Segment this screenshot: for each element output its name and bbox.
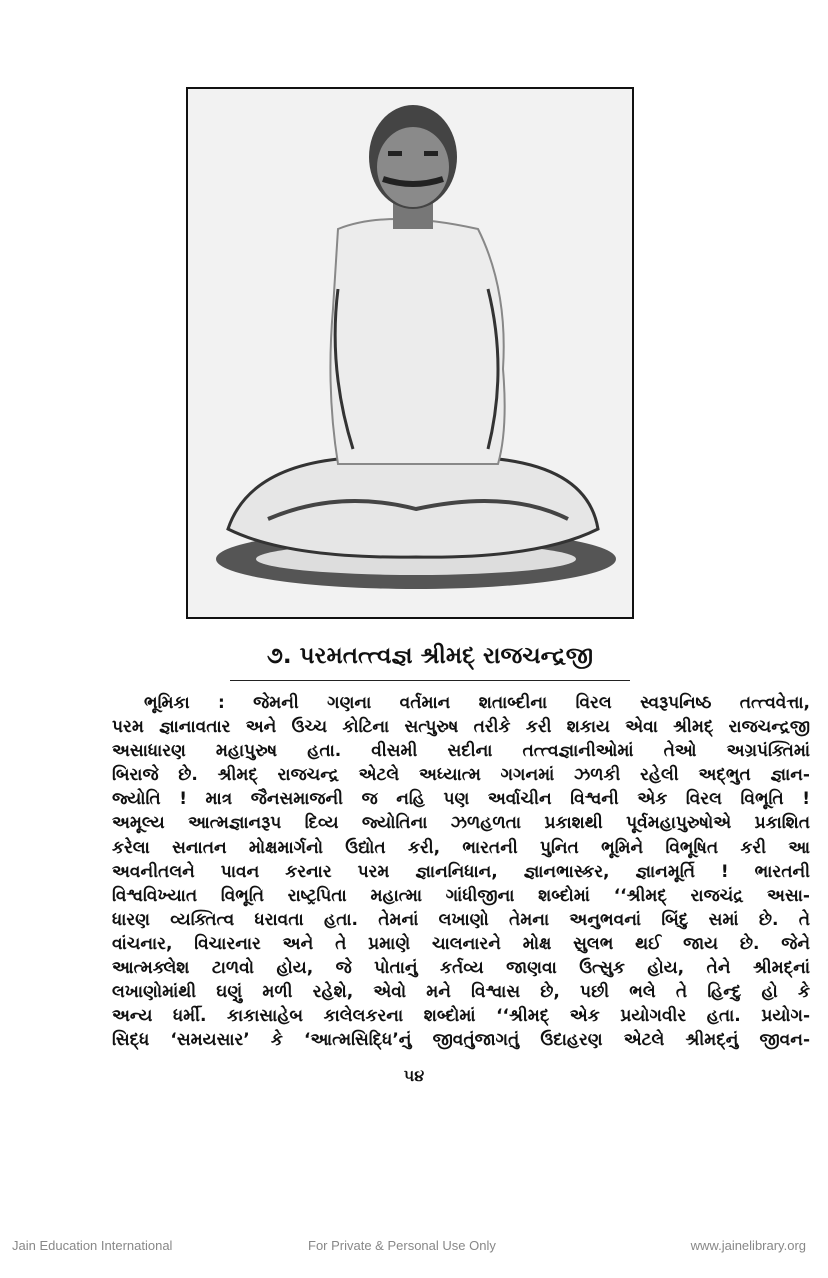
footer-left: Jain Education International <box>12 1238 173 1253</box>
page-number: ૫૪ <box>403 1066 425 1085</box>
text-line: અમૂલ્ય આત્મજ્ઞાનરૂપ દિવ્ય જ્યોતિના ઝળહળતા પ્રકાશથી પૂર્વમહાપુરુષોએ પ્રકાશિત <box>112 813 810 834</box>
text-line: વિશ્વવિખ્યાત વિભૂતિ રાષ્ટ્રપિતા મહાત્મા ગાંધીજીના શબ્દોમાં ‘‘શ્રીમદ્ રાજચંદ્ર અસા- <box>112 885 810 906</box>
text-line: બિરાજે છે. શ્રીમદ્ રાજચન્દ્ર એટલે અધ્યાત્મ ગગનમાં ઝળકી રહેલી અદ્ભુત જ્ઞાન- <box>112 765 810 786</box>
portrait-photo <box>186 87 634 619</box>
text-line: આત્મક્લેશ ટાળવો હોય, જે પોતાનું કર્તવ્ય જાણવા ઉત્સુક હોય, તેને શ્રીમદ્નાં <box>112 958 810 979</box>
text-line: વાંચનાર, વિચારનાર અને તે પ્રમાણે ચાલનારને મોક્ષ સુલભ થઈ જાય છે. જેને <box>112 933 810 954</box>
chapter-title: ૭. પરમતત્ત્વજ્ઞ શ્રીમદ્ રાજચન્દ્રજી <box>266 643 594 669</box>
text-line: સિદ્ધ ‘સમયસાર’ કે ‘આત્મસિદ્ધિ’નું જીવતુંજાગતું ઉદાહરણ એટલે શ્રીમદ્નું જીવન- <box>112 1030 810 1051</box>
text-line: અસાધારણ મહાપુરુષ હતા. વીસમી સદીના તત્ત્વજ્ઞાનીઓમાં તેઓ અગ્રપંક્તિમાં <box>112 741 810 762</box>
text-line: કરેલા સનાતન મોક્ષમાર્ગનો ઉદ્યોત કરી, ભારતની પુનિત ભૂમિને વિભૂષિત કરી આ <box>112 837 810 858</box>
text-line: ભૂમિકા : જેમની ગણના વર્તમાન શતાબ્દીના વિરલ સ્વરૂપનિષ્ઠ તત્ત્વવેત્તા, <box>144 693 810 713</box>
text-line: ધારણ વ્યક્તિત્વ ધરાવતા હતા. તેમનાં લખાણો તેમના અનુભવનાં બિંદુ સમાં છે. તે <box>112 909 810 930</box>
text-line: લખાણોમાંથી ઘણું મળી રહેશે, એવો મને વિશ્વાસ છે, પછી ભલે તે હિન્દુ હો કે <box>112 982 810 1003</box>
footer-center: For Private & Personal Use Only <box>308 1238 496 1253</box>
title-underline <box>230 680 630 681</box>
seated-figure-image <box>188 89 632 617</box>
text-line: અન્ય ધર્મી. કાકાસાહેબ કાલેલકરના શબ્દોમાં ‘‘શ્રીમદ્ એક પ્રયોગવીર હતા. પ્રયોગ- <box>112 1006 810 1027</box>
text-line: પરમ જ્ઞાનાવતાર અને ઉચ્ચ કોટિના સત્પુરુષ તરીકે કરી શકાય એવા શ્રીમદ્ રાજચન્દ્રજી <box>112 717 810 738</box>
text-line: અવનીતલને પાવન કરનાર પરમ જ્ઞાનનિધાન, જ્ઞાનભાસ્કર, જ્ઞાનમૂર્તિ ! ભારતની <box>112 861 810 882</box>
text-line: જ્યોતિ ! માત્ર જૈનસમાજની જ નહિ પણ અર્વાચીન વિશ્વની એક વિરલ વિભૂતિ ! <box>112 789 810 810</box>
footer-right-link[interactable]: www.jainelibrary.org <box>690 1238 806 1253</box>
body-paragraph <box>112 691 810 1052</box>
